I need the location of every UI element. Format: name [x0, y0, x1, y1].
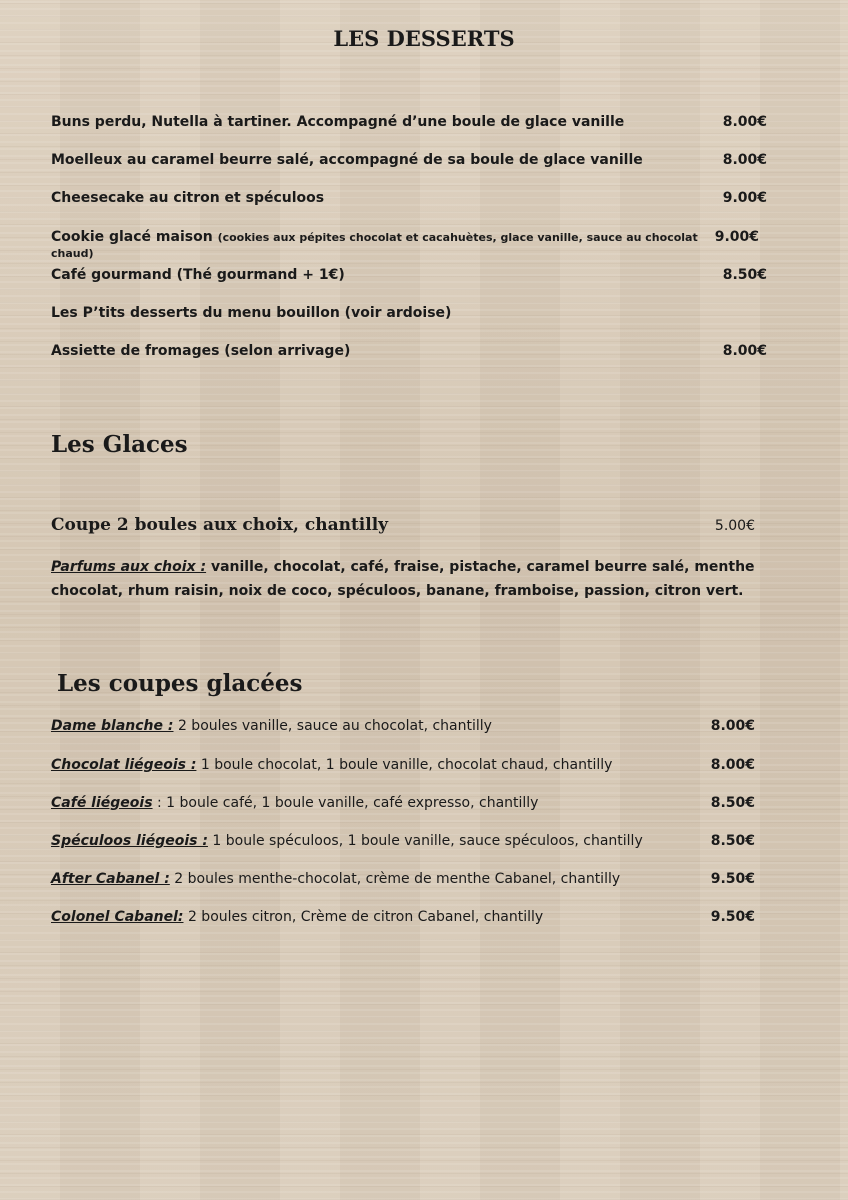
dessert-name: Assiette de fromages (selon arrivage): [51, 343, 351, 359]
coupe-glacee-item: [51, 795, 755, 811]
dessert-name: Moelleux au caramel beurre salé, accompagné de sa boule de glace vanille: [51, 152, 643, 168]
coupe-glacee-text: [51, 795, 538, 811]
dessert-name: Les P’tits desserts du menu bouillon (voir ardoise): [51, 305, 452, 321]
coupe-glacee-price: 9.50€: [710, 871, 755, 887]
dessert-item: [51, 152, 767, 168]
dessert-name: Café gourmand (Thé gourmand + 1€): [51, 267, 345, 283]
dessert-item: [51, 190, 767, 206]
coupe-glacee-item: [51, 833, 755, 849]
dessert-price: 9.00€: [722, 190, 767, 206]
dessert-name: Cookie glacé maison: [51, 229, 213, 245]
coupe-glacee-desc: 2 boules menthe-chocolat, crème de menthe Cabanel, chantilly: [169, 871, 621, 887]
dessert-name-group: [51, 229, 715, 261]
parfums-text: vanille, chocolat, café, fraise, pistache, caramel beurre salé, menthe chocolat, rhum raisin, noix de coco, spéculoos, banane, framboise, passion, citron vert.: [51, 559, 755, 599]
coupe-glacee-label: After Cabanel :: [51, 871, 170, 887]
dessert-name: Cheesecake au citron et spéculoos: [51, 190, 325, 206]
coupe-name: Coupe 2 boules aux choix, chantilly: [51, 515, 389, 535]
coupe-glacee-text: [51, 833, 643, 849]
dessert-price: 9.00€: [714, 229, 759, 245]
dessert-price: 8.00€: [722, 152, 767, 168]
coupe-glacee-item: [51, 909, 755, 925]
coupe-glacee-price: 8.00€: [710, 718, 755, 734]
coupe-price: 5.00€: [714, 518, 755, 534]
coupe-glacee-price: 8.50€: [710, 833, 755, 849]
coupe-glacee-price: 8.50€: [710, 795, 755, 811]
coupe-item: [51, 515, 755, 535]
coupe-glacee-text: [51, 718, 492, 734]
coupe-glacee-desc: 1 boule spéculoos, 1 boule vanille, sauce spéculoos, chantilly: [207, 833, 643, 849]
coupe-glacee-label: Dame blanche :: [51, 718, 174, 734]
coupes-heading: Les coupes glacées: [57, 670, 303, 697]
coupe-glacee-item: [51, 757, 755, 773]
coupe-glacee-desc: : 1 boule café, 1 boule vanille, café expresso, chantilly: [152, 795, 539, 811]
page-title: LES DESSERTS: [333, 26, 515, 51]
coupe-glacee-label: Chocolat liégeois :: [51, 757, 197, 773]
dessert-item: [51, 305, 767, 321]
coupe-glacee-item: [51, 718, 755, 734]
dessert-name: Buns perdu, Nutella à tartiner. Accompagné d’une boule de glace vanille: [51, 114, 625, 130]
dessert-item: [51, 114, 767, 130]
coupe-glacee-text: [51, 909, 543, 925]
coupe-glacee-desc: 1 boule chocolat, 1 boule vanille, chocolat chaud, chantilly: [196, 757, 613, 773]
coupe-glacee-label: Colonel Cabanel:: [51, 909, 184, 925]
dessert-item: [51, 343, 767, 359]
coupe-glacee-price: 9.50€: [710, 909, 755, 925]
parfums-label: Parfums aux choix :: [51, 559, 207, 575]
dessert-item: [51, 267, 767, 283]
dessert-price: 8.00€: [722, 114, 767, 130]
glaces-heading: Les Glaces: [51, 431, 188, 458]
dessert-note: (cookies aux pépites chocolat et cacahuètes, glace vanille, sauce au chocolat chaud): [51, 231, 698, 260]
dessert-price: 8.00€: [722, 343, 767, 359]
coupe-glacee-desc: 2 boules citron, Crème de citron Cabanel, chantilly: [183, 909, 544, 925]
parfums-list: [51, 555, 791, 603]
coupe-glacee-label: Café liégeois: [51, 795, 153, 811]
coupe-glacee-item: [51, 871, 755, 887]
coupe-glacee-label: Spéculoos liégeois :: [51, 833, 208, 849]
coupe-glacee-price: 8.00€: [710, 757, 755, 773]
coupe-glacee-text: [51, 757, 612, 773]
dessert-item: [51, 229, 759, 261]
coupe-glacee-desc: 2 boules vanille, sauce au chocolat, chantilly: [173, 718, 492, 734]
dessert-price: 8.50€: [722, 267, 767, 283]
coupe-glacee-text: [51, 871, 620, 887]
